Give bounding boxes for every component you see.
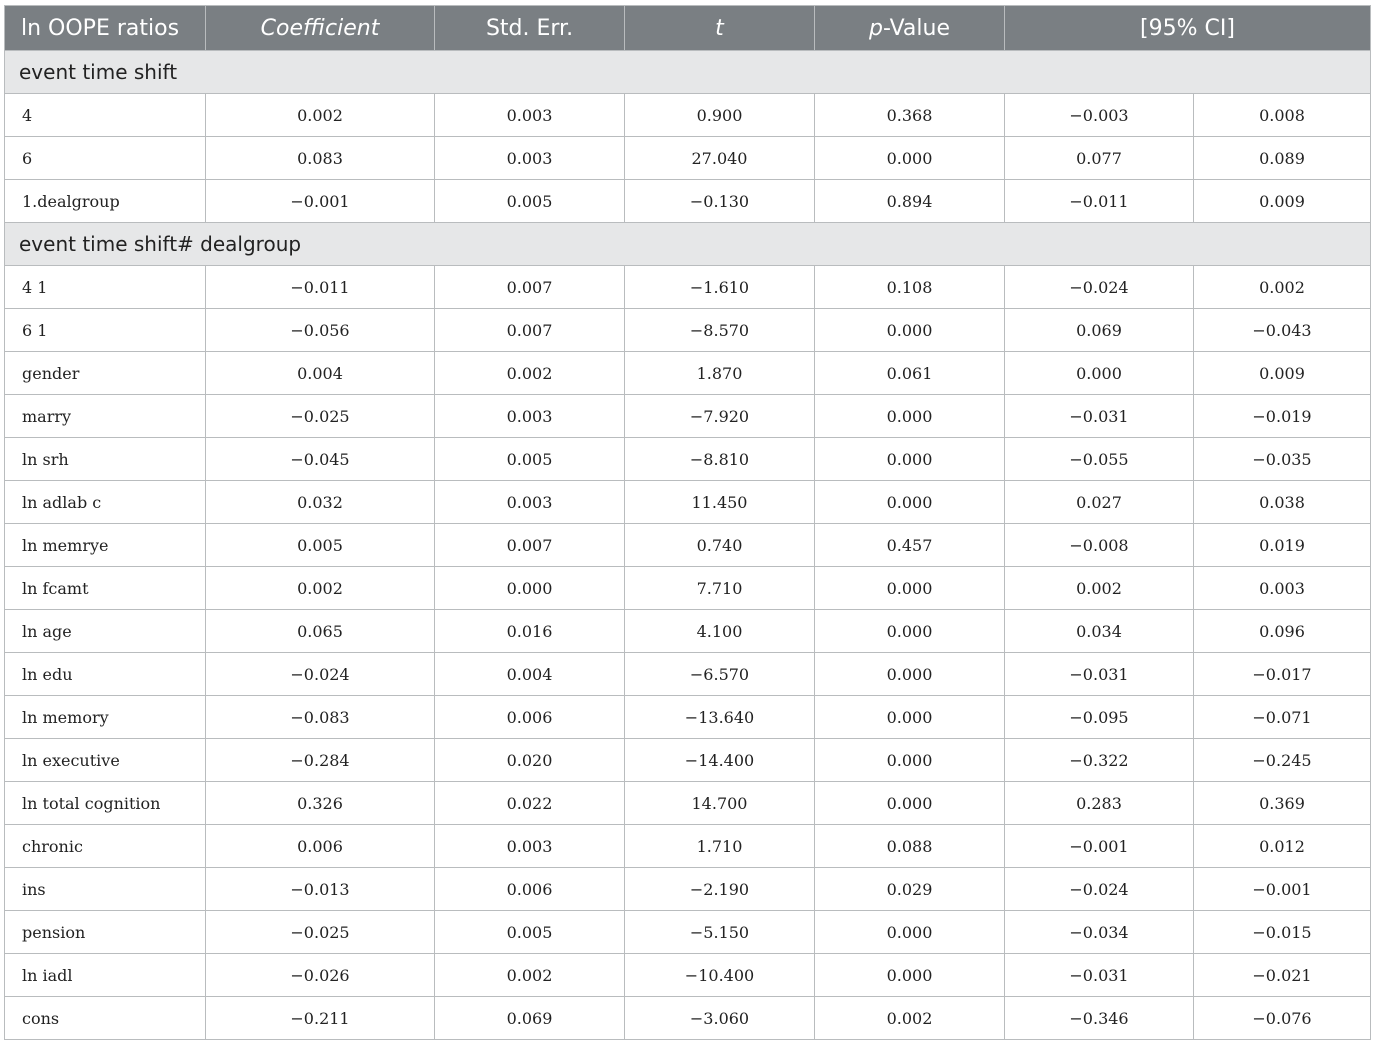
table-row xyxy=(5,653,1371,696)
row-label: ln fcamt xyxy=(5,567,206,610)
cell-t: −8.810 xyxy=(625,438,815,481)
cell-p-value: 0.368 xyxy=(815,94,1005,137)
header-p-italic: p xyxy=(868,15,883,41)
cell-ci-low: −0.024 xyxy=(1005,266,1194,309)
cell-p-value: 0.000 xyxy=(815,137,1005,180)
cell-t: −6.570 xyxy=(625,653,815,696)
cell-p-value: 0.029 xyxy=(815,868,1005,911)
cell-ci-low: −0.034 xyxy=(1005,911,1194,954)
header-variable: ln OOPE ratios xyxy=(5,6,206,51)
cell-p-value: 0.000 xyxy=(815,610,1005,653)
cell-ci-high: −0.035 xyxy=(1194,438,1371,481)
row-label: ln age xyxy=(5,610,206,653)
cell-coefficient: 0.005 xyxy=(206,524,435,567)
table-row xyxy=(5,782,1371,825)
cell-ci-high: 0.089 xyxy=(1194,137,1371,180)
section-header-row xyxy=(5,51,1371,94)
cell-ci-high: 0.008 xyxy=(1194,94,1371,137)
row-label: pension xyxy=(5,911,206,954)
cell-p-value: 0.108 xyxy=(815,266,1005,309)
cell-t: 7.710 xyxy=(625,567,815,610)
row-label: ln memrye xyxy=(5,524,206,567)
table-row xyxy=(5,395,1371,438)
cell-coefficient: 0.065 xyxy=(206,610,435,653)
cell-t: 27.040 xyxy=(625,137,815,180)
cell-t: −14.400 xyxy=(625,739,815,782)
section-title: event time shift xyxy=(5,51,1371,94)
cell-ci-high: 0.096 xyxy=(1194,610,1371,653)
cell-t: 11.450 xyxy=(625,481,815,524)
header-t xyxy=(625,6,815,51)
cell-coefficient: 0.032 xyxy=(206,481,435,524)
cell-ci-low: 0.027 xyxy=(1005,481,1194,524)
header-coefficient xyxy=(206,6,435,51)
cell-t: −0.130 xyxy=(625,180,815,223)
cell-std-err: 0.007 xyxy=(435,524,625,567)
cell-p-value: 0.000 xyxy=(815,911,1005,954)
row-label: 4 xyxy=(5,94,206,137)
table-row xyxy=(5,266,1371,309)
cell-ci-high: 0.009 xyxy=(1194,352,1371,395)
row-label: cons xyxy=(5,997,206,1040)
cell-ci-low: −0.008 xyxy=(1005,524,1194,567)
cell-p-value: 0.000 xyxy=(815,954,1005,997)
cell-std-err: 0.020 xyxy=(435,739,625,782)
cell-coefficient: −0.025 xyxy=(206,395,435,438)
cell-ci-low: −0.031 xyxy=(1005,954,1194,997)
table-header-row xyxy=(5,6,1371,51)
table-row xyxy=(5,352,1371,395)
cell-std-err: 0.005 xyxy=(435,180,625,223)
cell-coefficient: −0.284 xyxy=(206,739,435,782)
cell-ci-high: 0.009 xyxy=(1194,180,1371,223)
row-label: gender xyxy=(5,352,206,395)
header-p-value xyxy=(815,6,1005,51)
cell-ci-low: 0.069 xyxy=(1005,309,1194,352)
cell-ci-low: 0.077 xyxy=(1005,137,1194,180)
table-row xyxy=(5,481,1371,524)
table-row xyxy=(5,567,1371,610)
section-title: event time shift# dealgroup xyxy=(5,223,1371,266)
cell-ci-high: −0.001 xyxy=(1194,868,1371,911)
cell-std-err: 0.007 xyxy=(435,266,625,309)
header-p-rest: -Value xyxy=(882,15,951,41)
cell-std-err: 0.005 xyxy=(435,438,625,481)
cell-ci-high: 0.369 xyxy=(1194,782,1371,825)
cell-p-value: 0.061 xyxy=(815,352,1005,395)
table-row xyxy=(5,868,1371,911)
row-label: marry xyxy=(5,395,206,438)
cell-coefficient: −0.001 xyxy=(206,180,435,223)
cell-ci-high: −0.245 xyxy=(1194,739,1371,782)
cell-t: −10.400 xyxy=(625,954,815,997)
cell-ci-high: −0.015 xyxy=(1194,911,1371,954)
cell-ci-low: 0.002 xyxy=(1005,567,1194,610)
cell-coefficient: 0.083 xyxy=(206,137,435,180)
cell-coefficient: −0.025 xyxy=(206,911,435,954)
cell-t: −2.190 xyxy=(625,868,815,911)
cell-p-value: 0.088 xyxy=(815,825,1005,868)
cell-coefficient: 0.004 xyxy=(206,352,435,395)
regression-table-container xyxy=(4,5,1370,1040)
row-label: 1.dealgroup xyxy=(5,180,206,223)
cell-coefficient: −0.083 xyxy=(206,696,435,739)
cell-t: 0.900 xyxy=(625,94,815,137)
cell-ci-low: 0.283 xyxy=(1005,782,1194,825)
cell-ci-high: −0.021 xyxy=(1194,954,1371,997)
cell-std-err: 0.003 xyxy=(435,481,625,524)
table-row xyxy=(5,94,1371,137)
cell-coefficient: −0.045 xyxy=(206,438,435,481)
cell-ci-low: −0.031 xyxy=(1005,653,1194,696)
cell-p-value: 0.000 xyxy=(815,567,1005,610)
cell-t: −7.920 xyxy=(625,395,815,438)
section-header-row xyxy=(5,223,1371,266)
cell-std-err: 0.003 xyxy=(435,94,625,137)
cell-p-value: 0.000 xyxy=(815,782,1005,825)
header-ci: [95% CI] xyxy=(1005,6,1371,51)
cell-t: 0.740 xyxy=(625,524,815,567)
table-row xyxy=(5,997,1371,1040)
row-label: ln srh xyxy=(5,438,206,481)
cell-p-value: 0.894 xyxy=(815,180,1005,223)
table-row xyxy=(5,309,1371,352)
cell-ci-high: 0.002 xyxy=(1194,266,1371,309)
cell-std-err: 0.006 xyxy=(435,696,625,739)
cell-std-err: 0.003 xyxy=(435,825,625,868)
cell-ci-low: −0.011 xyxy=(1005,180,1194,223)
cell-ci-high: 0.019 xyxy=(1194,524,1371,567)
cell-ci-low: 0.034 xyxy=(1005,610,1194,653)
table-row xyxy=(5,696,1371,739)
cell-coefficient: 0.326 xyxy=(206,782,435,825)
cell-t: 4.100 xyxy=(625,610,815,653)
cell-t: −8.570 xyxy=(625,309,815,352)
row-label: ln adlab c xyxy=(5,481,206,524)
table-row xyxy=(5,825,1371,868)
cell-coefficient: −0.056 xyxy=(206,309,435,352)
cell-ci-low: −0.024 xyxy=(1005,868,1194,911)
row-label: ins xyxy=(5,868,206,911)
cell-p-value: 0.000 xyxy=(815,309,1005,352)
cell-ci-high: 0.003 xyxy=(1194,567,1371,610)
cell-ci-high: −0.071 xyxy=(1194,696,1371,739)
table-row xyxy=(5,954,1371,997)
header-std-err: Std. Err. xyxy=(435,6,625,51)
cell-ci-low: −0.322 xyxy=(1005,739,1194,782)
cell-t: 1.870 xyxy=(625,352,815,395)
cell-t: −5.150 xyxy=(625,911,815,954)
cell-p-value: 0.000 xyxy=(815,696,1005,739)
cell-ci-high: −0.076 xyxy=(1194,997,1371,1040)
cell-std-err: 0.005 xyxy=(435,911,625,954)
cell-std-err: 0.006 xyxy=(435,868,625,911)
cell-ci-high: −0.043 xyxy=(1194,309,1371,352)
cell-std-err: 0.022 xyxy=(435,782,625,825)
cell-t: −13.640 xyxy=(625,696,815,739)
row-label: ln total cognition xyxy=(5,782,206,825)
cell-ci-high: 0.038 xyxy=(1194,481,1371,524)
cell-std-err: 0.002 xyxy=(435,352,625,395)
cell-ci-low: −0.003 xyxy=(1005,94,1194,137)
cell-t: −3.060 xyxy=(625,997,815,1040)
cell-ci-low: −0.095 xyxy=(1005,696,1194,739)
cell-std-err: 0.002 xyxy=(435,954,625,997)
row-label: ln memory xyxy=(5,696,206,739)
table-row xyxy=(5,911,1371,954)
cell-std-err: 0.003 xyxy=(435,137,625,180)
cell-coefficient: 0.006 xyxy=(206,825,435,868)
cell-ci-low: −0.001 xyxy=(1005,825,1194,868)
cell-ci-high: −0.017 xyxy=(1194,653,1371,696)
cell-coefficient: 0.002 xyxy=(206,567,435,610)
table-body xyxy=(5,51,1371,1040)
cell-std-err: 0.016 xyxy=(435,610,625,653)
cell-p-value: 0.000 xyxy=(815,438,1005,481)
cell-coefficient: 0.002 xyxy=(206,94,435,137)
cell-ci-low: −0.055 xyxy=(1005,438,1194,481)
cell-ci-high: −0.019 xyxy=(1194,395,1371,438)
cell-p-value: 0.002 xyxy=(815,997,1005,1040)
cell-coefficient: −0.026 xyxy=(206,954,435,997)
cell-std-err: 0.007 xyxy=(435,309,625,352)
cell-p-value: 0.000 xyxy=(815,653,1005,696)
cell-ci-low: −0.031 xyxy=(1005,395,1194,438)
table-row xyxy=(5,137,1371,180)
table-row xyxy=(5,610,1371,653)
cell-ci-high: 0.012 xyxy=(1194,825,1371,868)
header-coefficient-label: Coefficient xyxy=(260,15,380,41)
row-label: 6 xyxy=(5,137,206,180)
cell-t: −1.610 xyxy=(625,266,815,309)
cell-coefficient: −0.024 xyxy=(206,653,435,696)
cell-ci-low: 0.000 xyxy=(1005,352,1194,395)
row-label: chronic xyxy=(5,825,206,868)
cell-coefficient: −0.011 xyxy=(206,266,435,309)
table-row xyxy=(5,180,1371,223)
row-label: 4 1 xyxy=(5,266,206,309)
cell-coefficient: −0.211 xyxy=(206,997,435,1040)
table-row xyxy=(5,438,1371,481)
cell-std-err: 0.069 xyxy=(435,997,625,1040)
table-row xyxy=(5,739,1371,782)
cell-ci-low: −0.346 xyxy=(1005,997,1194,1040)
cell-coefficient: −0.013 xyxy=(206,868,435,911)
cell-std-err: 0.000 xyxy=(435,567,625,610)
cell-std-err: 0.003 xyxy=(435,395,625,438)
cell-std-err: 0.004 xyxy=(435,653,625,696)
cell-t: 14.700 xyxy=(625,782,815,825)
table-row xyxy=(5,524,1371,567)
cell-p-value: 0.000 xyxy=(815,395,1005,438)
cell-p-value: 0.457 xyxy=(815,524,1005,567)
row-label: ln executive xyxy=(5,739,206,782)
row-label: 6 1 xyxy=(5,309,206,352)
cell-t: 1.710 xyxy=(625,825,815,868)
row-label: ln iadl xyxy=(5,954,206,997)
header-t-label: t xyxy=(715,15,724,41)
cell-p-value: 0.000 xyxy=(815,481,1005,524)
cell-p-value: 0.000 xyxy=(815,739,1005,782)
row-label: ln edu xyxy=(5,653,206,696)
regression-table xyxy=(4,5,1371,1040)
